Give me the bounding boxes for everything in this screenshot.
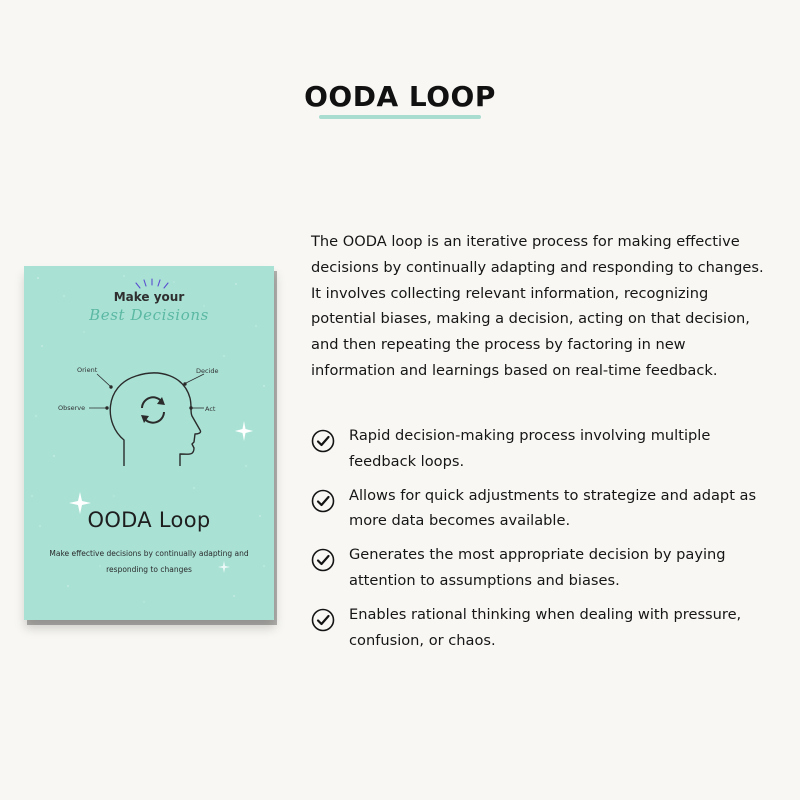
list-item: [311, 483, 781, 535]
list-item-text: Rapid decision-making process involving multiple feedback loops.: [349, 427, 711, 470]
list-item-text: Generates the most appropriate decision by paying attention to assumptions and biases.: [349, 546, 726, 589]
check-circle-icon: [311, 608, 335, 632]
list-item-text: Allows for quick adjustments to strategize and adapt as more data becomes available.: [349, 486, 757, 530]
cover-accent-script: Best Decisions: [89, 306, 209, 324]
page-title: OODA LOOP: [304, 80, 496, 113]
list-item: [311, 542, 781, 594]
head-outline: [110, 373, 200, 466]
sparkle-lines-icon: [136, 279, 168, 288]
check-circle-icon: [311, 429, 335, 453]
benefits-list: [311, 423, 781, 661]
book-cover: [24, 266, 274, 620]
diagram-label-orient: Orient: [77, 366, 98, 374]
check-circle-icon: [311, 548, 335, 572]
list-item-text: Enables rational thinking when dealing with pressure, confusion, or chaos.: [349, 605, 742, 649]
diagram-label-observe: Observe: [58, 404, 86, 412]
list-item: [311, 423, 781, 475]
check-circle-icon: [311, 489, 335, 513]
sparkle-star-icon: [235, 421, 253, 441]
diagram-label-act: Act: [205, 405, 216, 413]
cover-subtitle: Make effective decisions by continually adapting and responding to changes: [49, 549, 249, 574]
cover-title: OODA Loop: [87, 508, 211, 532]
diagram-label-decide: Decide: [196, 367, 219, 375]
list-item: [311, 602, 781, 654]
cover-heading: Make your: [113, 290, 185, 304]
title-underline: [319, 115, 481, 119]
description-paragraph: The OODA loop is an iterative process for making effective decisions by continually adapting and responding to changes. It involves collecting relevant information, recognizing potential biases, making a decision, acting on that decision, and then repeating the process by factoring in new information and learnings based on real-time feedback.: [311, 233, 764, 379]
